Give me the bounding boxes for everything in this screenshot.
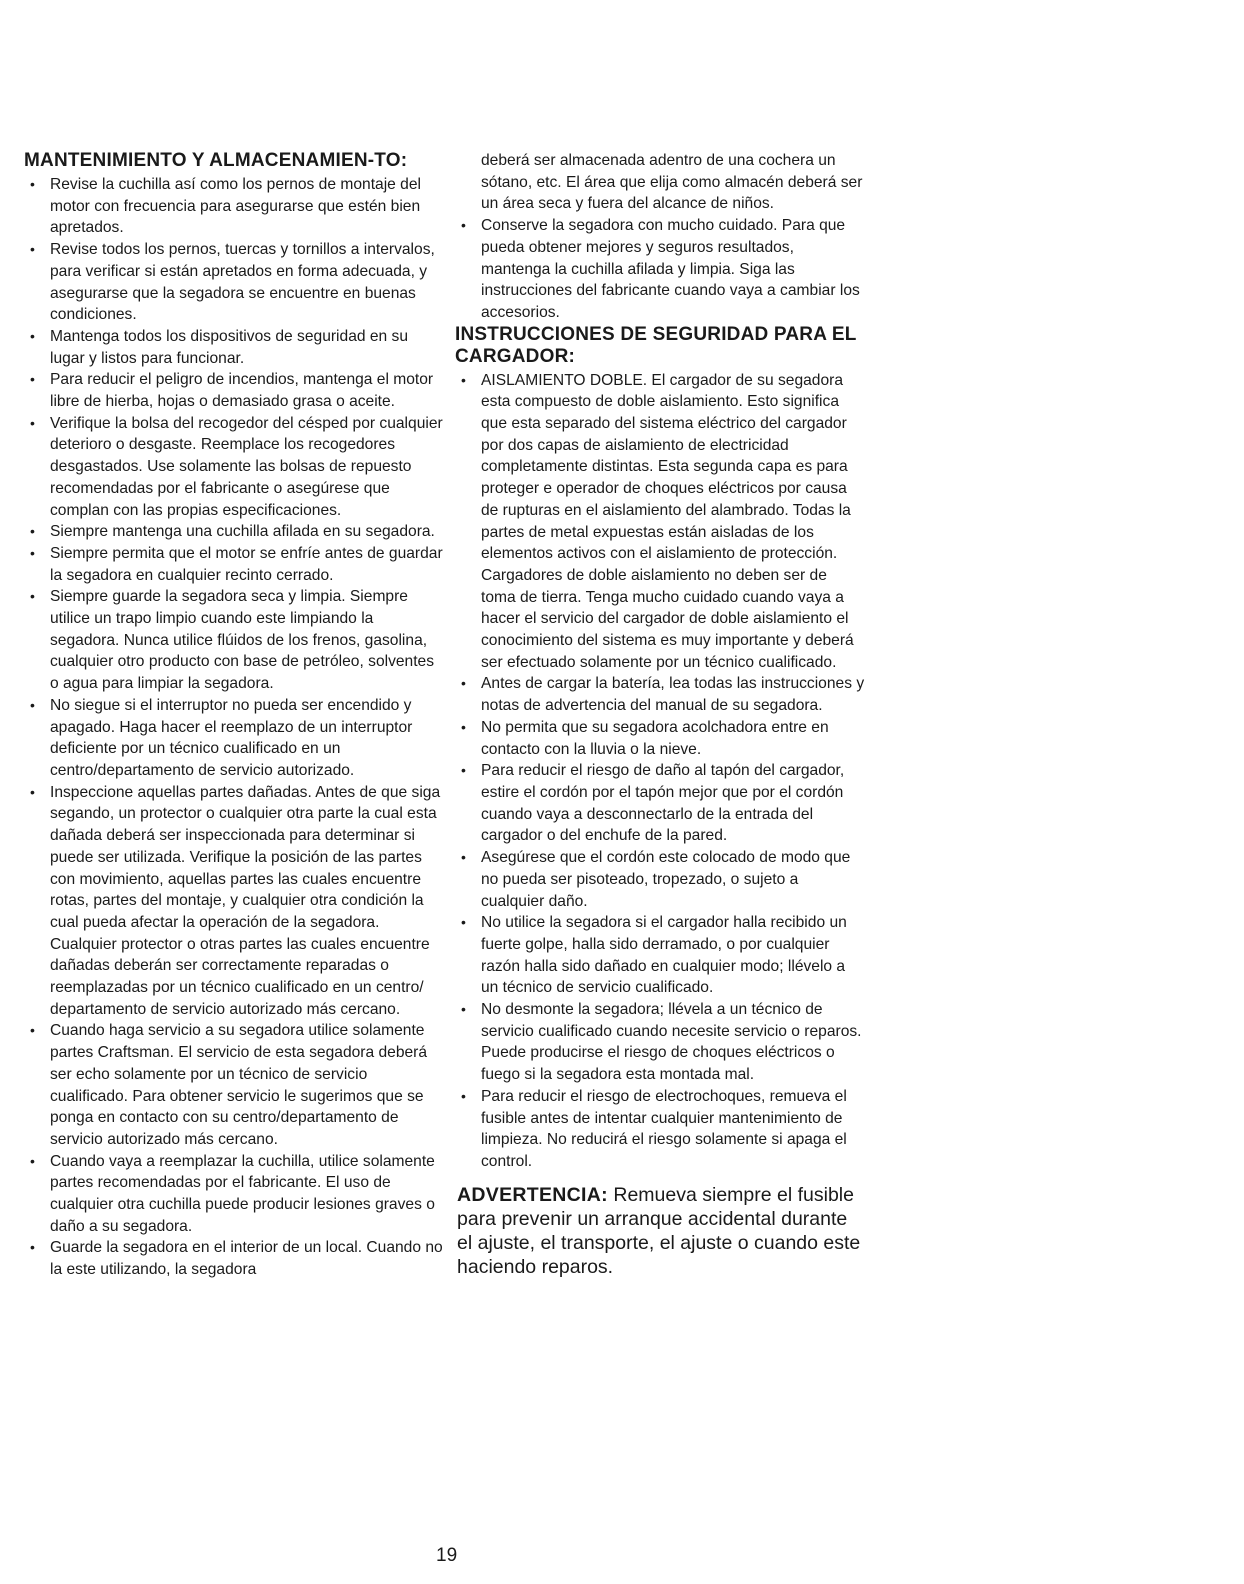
maintenance-list [24,174,444,1281]
list-item: • No siegue si el interruptor no pueda ser encendido y apagado. Haga hacer el reemplazo de un interruptor deficiente por un técnico cualificado en un centro/departamento de servicio autorizado. [24,695,444,782]
list-item: • Antes de cargar la batería, lea todas las instrucciones y notas de advertencia del manual de su segadora. [455,673,865,716]
list-item: • Para reducir el riesgo de electrochoques, remueva el fusible antes de intentar cualquier mantenimiento de limpieza. No reducirá el riesgo solamente si apaga el control. [455,1086,865,1173]
list-item: • Revise todos los pernos, tuercas y tornillos a intervalos, para verificar si están apretados en forma adecuada, y asegurarse que la segadora se encuentre en buenas condiciones. [24,239,444,326]
charger-safety-list [455,370,865,1173]
charger-safety-heading: INSTRUCCIONES DE SEGURIDAD PARA EL CARGADOR: [455,323,857,367]
warning-note [455,1183,865,1279]
page-number: 19 [436,1545,458,1566]
list-item: • Mantenga todos los dispositivos de seguridad en su lugar y listos para funcionar. [24,326,444,369]
list-item: • No desmonte la segadora; llévela a un técnico de servicio cualificado cuando necesite servicio o reparos. Puede producirse el riesgo de choques eléctricos o fuego si la segadora esta montada mal. [455,999,865,1086]
list-item: • AISLAMIENTO DOBLE. El cargador de su segadora esta compuesto de doble aislamiento. Esto significa que esta separado del sistema eléctrico del cargador por dos capas de aislamiento de electricidad completamente distintas. Esta segunda capa es para proteger e operador de choques eléctricos por causa de rupturas en el aislamiento del alambrado. Todas la partes de metal expuestas están aisladas de los elementos activos con el aislamiento de protección. Cargadores de doble aislamiento no deben ser de toma de tierra. Tenga mucho cuidado cuando vaya a hacer el servicio del cargador de doble aislamiento el conocimiento del sistema es muy importante y deberá ser efectuado solamente por un técnico cualificado. [455,370,865,674]
list-item: • No utilice la segadora si el cargador halla recibido un fuerte golpe, halla sido derramado, o por cualquier razón halla sido dañado en cualquier modo; llévelo a un técnico de servicio cualificado. [455,912,865,999]
list-item: • Para reducir el riesgo de daño al tapón del cargador, estire el cordón por el tapón mejor que por el cordón cuando vaya a desconnectarlo de la entrada del cargador o del enchufe de la pared. [455,760,865,847]
list-item: • Inspeccione aquellas partes dañadas. Antes de que siga segando, un protector o cualquier otra parte la cual esta dañada deberá ser inspeccionada para determinar si puede ser utilizada. Verifique la posición de las partes con movimiento, aquellas partes las cuales encuentre rotas, partes del montaje, y cualquier otra condición la cual pueda afectar la operación de la segadora. Cualquier protector o otras partes las cuales encuentre dañadas deberán ser correctamente reparadas o reemplazadas por un técnico cualificado en un centro/ departamento de servicio autorizado más cercano. [24,782,444,1021]
list-item: • Siempre guarde la segadora seca y limpia. Siempre utilice un trapo limpio cuando este limpiando la segadora. Nunca utilice flúidos de los frenos, gasolina, cualquier otro producto con base de petróleo, solventes o agua para limpiar la segadora. [24,586,444,695]
list-item: • Para reducir el peligro de incendios, mantenga el motor libre de hierba, hojas o demasiado grasa o aceite. [24,369,444,412]
maintenance-list-continued [455,215,865,324]
warning-text: Remueva siempre el fusible para prevenir un arranque accidental durante el ajuste, el transporte, el ajuste o cuando este haciendo reparos. [457,1183,861,1278]
list-item: • Verifique la bolsa del recogedor del césped por cualquier deterioro o desgaste. Reemplace los recogedores desgastados. Use solamente las bolsas de repuesto recomendadas por el fabricante o asegúrese que complan con las propias especificaciones. [24,413,444,522]
list-item: • Conserve la segadora con mucho cuidado. Para que pueda obtener mejores y seguros resultados, mantenga la cuchilla afilada y limpia. Siga las instrucciones del fabricante cuando vaya a cambiar los accesorios. [455,215,865,324]
list-item: • Cuando haga servicio a su segadora utilice solamente partes Craftsman. El servicio de esta segadora deberá ser echo solamente por un técnico de servicio cualificado. Para obtener servicio le sugerimos que se ponga en contacto con su centro/departamento de servicio autorizado más cercano. [24,1020,444,1150]
warning-label: ADVERTENCIA: [457,1183,608,1206]
maintenance-heading: MANTENIMIENTO Y ALMACENAMIEN-TO: [24,150,408,171]
left-column [24,150,444,1281]
list-item: • Siempre mantenga una cuchilla afilada en su segadora. [24,521,444,543]
list-item: • No permita que su segadora acolchadora entre en contacto con la lluvia o la nieve. [455,717,865,760]
list-item: • Guarde la segadora en el interior de un local. Cuando no la este utilizando, la segadora [24,1237,444,1280]
list-item: • Asegúrese que el cordón este colocado de modo que no pueda ser pisoteado, tropezado, o sujeto a cualquier daño. [455,847,865,912]
continued-paragraph: deberá ser almacenada adentro de una cochera un sótano, etc. El área que elija como almacén deberá ser un área seca y fuera del alcance de niños. [481,152,863,213]
right-column [455,150,865,1279]
list-item: • Siempre permita que el motor se enfríe antes de guardar la segadora en cualquier recinto cerrado. [24,543,444,586]
list-item: • Cuando vaya a reemplazar la cuchilla, utilice solamente partes recomendadas por el fabricante. El uso de cualquier otra cuchilla puede producir lesiones graves o daño a su segadora. [24,1151,444,1238]
list-item: • Revise la cuchilla así como los pernos de montaje del motor con frecuencia para asegurarse que estén bien apretados. [24,174,444,239]
